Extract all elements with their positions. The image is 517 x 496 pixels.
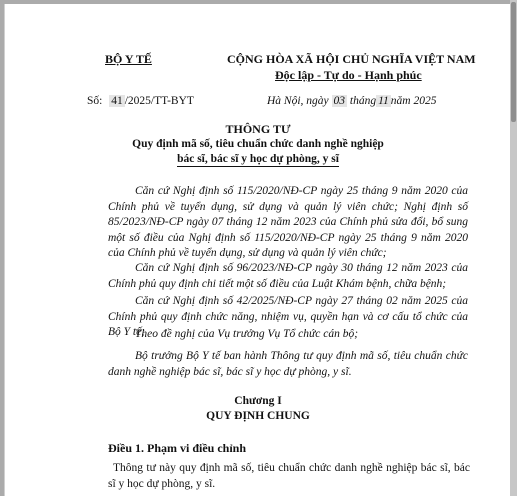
title-line-1: Quy định mã số, tiêu chuẩn chức danh nghề nghiệp bbox=[132, 138, 384, 150]
article-1-heading: Điều 1. Phạm vi điều chỉnh bbox=[108, 441, 247, 455]
day-field[interactable]: 03 bbox=[333, 95, 346, 107]
preamble-paragraph-1: Căn cứ Nghị định số 115/2020/NĐ-CP ngày 25 tháng 9 năm 2020 của Chính phủ về tuyển dụng, sử dụng và quản lý viên chức; Nghị định số 85/2023/NĐ-CP ngày 07 tháng 12 năm 2023 của Chính phủ sửa đổi, bổ sung một số điều của Nghị định số 115/2020/NĐ-CP ngày 25 tháng 9 năm 2020 của Chính phủ về tuyển dụng, sử dụng và quản lý viên chức; bbox=[108, 185, 468, 259]
title-line-2-text: bác sĩ, bác sĩ y học dự phòng, y sĩ bbox=[177, 153, 339, 165]
place-date-line bbox=[267, 95, 436, 107]
document-number-field[interactable]: 41 bbox=[111, 95, 123, 107]
chapter-title: QUY ĐỊNH CHUNG bbox=[206, 410, 310, 422]
year-label: năm 2025 bbox=[390, 95, 437, 107]
document-type: THÔNG TƯ bbox=[225, 122, 291, 136]
preamble-paragraph-2: Căn cứ Nghị định số 96/2023/NĐ-CP ngày 30 tháng 12 năm 2023 của Chính phủ quy định chi tiết một số điều của Luật Khám bệnh, chữa bệnh; bbox=[108, 262, 468, 290]
article-1-body: Thông tư này quy định mã số, tiêu chuẩn chức danh nghề nghiệp bác sĩ, bác sĩ y học dự phòng, y sĩ. bbox=[108, 462, 470, 490]
month-field[interactable]: 11 bbox=[378, 95, 389, 107]
chapter-label: Chương I bbox=[234, 395, 282, 407]
number-suffix: /2025/TT-BYT bbox=[124, 95, 194, 107]
place-date-label: Hà Nội, ngày bbox=[267, 95, 329, 107]
month-label: tháng bbox=[349, 95, 377, 107]
preamble-paragraph-3: Căn cứ Nghị định số 42/2025/NĐ-CP ngày 27 tháng 02 năm 2025 của Chính phủ quy định chức năng, nhiệm vụ, quyền hạn và cơ cấu tổ chức của Bộ Y tế; bbox=[108, 295, 468, 338]
scrollbar-thumb[interactable] bbox=[511, 2, 516, 122]
country-name: CỘNG HÒA XÃ HỘI CHỦ NGHĨA VIỆT NAM bbox=[227, 52, 476, 66]
document-page bbox=[4, 4, 511, 496]
ministry-name: BỘ Y TẾ bbox=[105, 52, 152, 66]
preamble-paragraph-4: Theo đề nghị của Vụ trưởng Vụ Tổ chức cán bộ; bbox=[135, 328, 359, 340]
document-number-line bbox=[87, 95, 194, 107]
title-line-2 bbox=[5, 153, 511, 165]
national-motto: Độc lập - Tự do - Hạnh phúc bbox=[275, 68, 422, 82]
number-prefix: Số: bbox=[87, 95, 103, 107]
preamble-paragraph-5: Bộ trưởng Bộ Y tế ban hành Thông tư quy định mã số, tiêu chuẩn chức danh nghề nghiệp bác sĩ, bác sĩ y học dự phòng, y sĩ. bbox=[108, 350, 468, 378]
vertical-scrollbar[interactable] bbox=[510, 0, 517, 496]
